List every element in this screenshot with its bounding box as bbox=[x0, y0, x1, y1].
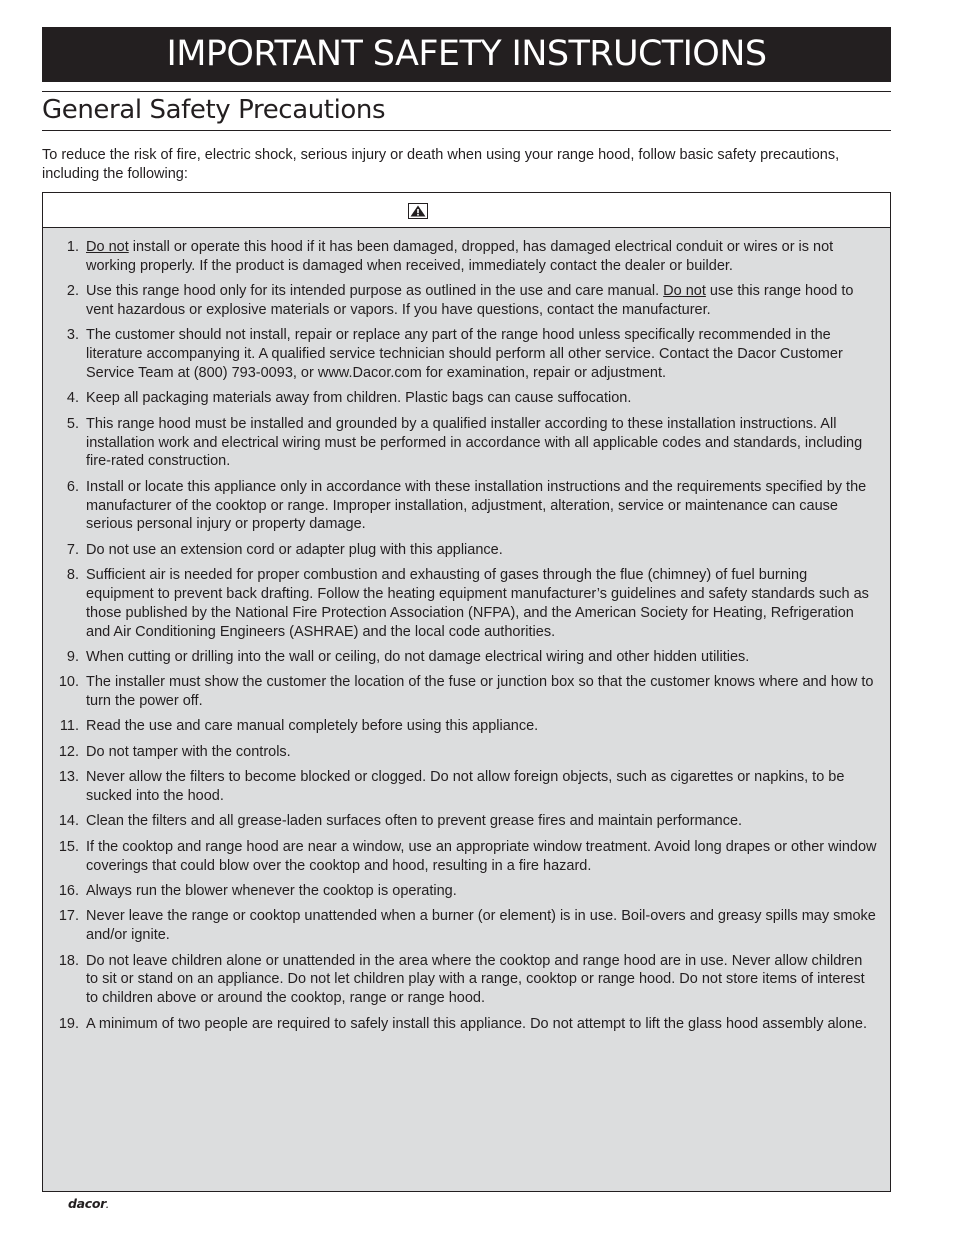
item-text-lead: Use this range hood only for its intended purpose as outlined in the use and care manual. bbox=[86, 283, 664, 300]
list-item bbox=[43, 838, 878, 876]
item-text-body: Sufficient air is needed for proper combustion and exhausting of gases through the flue (chimney) of fuel burning equipment to prevent back drafting. Follow the heating equipment manufacturer’s guidelines and safety standards such as those published by the National Fire Protection Association (NFPA), and the American Society for Heating, Refrigeration and Air Conditioning Engineers (ASHRAE) and the local code authorities. bbox=[86, 567, 869, 640]
list-item bbox=[43, 1015, 878, 1034]
item-text bbox=[86, 908, 876, 943]
item-text-body: The customer should not install, repair or replace any part of the range hood unless specifically recommended in the literature accompanying it. A qualified service technician should perform all other service. Contact the Dacor Customer Service Team at (800) 793-0093, or www.Dacor.com for examination, repair or adjustment. bbox=[86, 327, 843, 381]
item-number: 10. bbox=[58, 674, 79, 691]
item-text bbox=[86, 744, 291, 760]
item-text bbox=[86, 1016, 867, 1032]
title-banner bbox=[42, 27, 891, 82]
list-item bbox=[43, 648, 878, 667]
item-number: 3. bbox=[66, 327, 79, 344]
list-item bbox=[43, 768, 878, 806]
list-item bbox=[43, 717, 878, 736]
intro-paragraph: To reduce the risk of fire, electric shock, serious injury or death when using your range hood, follow basic safety precautions, including the following: bbox=[42, 147, 840, 182]
item-text bbox=[86, 769, 844, 804]
list-item bbox=[43, 541, 878, 560]
list-item bbox=[43, 812, 878, 831]
item-text-body: Do not use an extension cord or adapter plug with this appliance. bbox=[86, 541, 503, 558]
list-item bbox=[43, 478, 878, 534]
item-text bbox=[86, 567, 869, 639]
list-item bbox=[43, 743, 878, 762]
item-text bbox=[86, 649, 749, 665]
list-item bbox=[43, 415, 878, 471]
item-number: 15. bbox=[58, 838, 79, 855]
list-item bbox=[43, 282, 878, 320]
item-number: 17. bbox=[58, 908, 79, 925]
list-item bbox=[43, 882, 878, 901]
item-text-body: use this range hood to vent hazardous or explosive materials or vapors. If you have questions, contact the manufacturer. bbox=[86, 283, 854, 318]
item-text-body: Install or locate this appliance only in accordance with these installation instructions and the requirements specified by the manufacturer of the cooktop or range. Improper installation, adjustment, alteration, service or maintenance can cause serious personal injury or property damage. bbox=[86, 478, 867, 533]
item-text-body: The installer must show the customer the location of the fuse or junction box so that the customer knows where and how to turn the power off. bbox=[86, 674, 874, 710]
item-number: 7. bbox=[66, 541, 79, 558]
item-text-body: When cutting or drilling into the wall or ceiling, do not damage electrical wiring and other hidden utilities. bbox=[86, 648, 750, 665]
item-text-body: A minimum of two people are required to safely install this appliance. Do not attempt to lift the glass hood assembly alone. bbox=[86, 1015, 868, 1032]
list-item bbox=[43, 952, 878, 1008]
item-text bbox=[86, 883, 457, 899]
list-item bbox=[43, 389, 878, 408]
warning-triangle-icon bbox=[408, 203, 428, 219]
brand-logo: dacor. bbox=[68, 1196, 109, 1211]
page-title: IMPORTANT SAFETY INSTRUCTIONS bbox=[166, 34, 767, 74]
item-text bbox=[86, 283, 853, 318]
item-text-body: If the cooktop and range hood are near a window, use an appropriate window treatment. Avoid long drapes or other window coverings that could blow over the cooktop and hood, resulting in a fire hazard. bbox=[86, 838, 877, 874]
item-number: 2. bbox=[66, 283, 79, 300]
item-number: 12. bbox=[58, 743, 79, 760]
item-text-body: Do not tamper with the controls. bbox=[86, 743, 291, 760]
item-number: 6. bbox=[66, 478, 79, 495]
item-number: 4. bbox=[66, 390, 79, 407]
item-text-body: Keep all packaging materials away from children. Plastic bags can cause suffocation. bbox=[86, 390, 632, 407]
item-text-body: install or operate this hood if it has been damaged, dropped, has damaged electrical conduit or wires or is not working properly. If the product is damaged when received, immediately contact the dealer or builder. bbox=[86, 239, 834, 274]
item-number: 14. bbox=[58, 813, 79, 830]
list-item bbox=[43, 238, 878, 276]
item-number: 19. bbox=[58, 1015, 79, 1032]
list-item bbox=[43, 673, 878, 711]
item-text-body: Never leave the range or cooktop unattended when a burner (or element) is in use. Boil-overs and greasy spills may smoke and/or ignite. bbox=[86, 908, 876, 944]
item-number: 1. bbox=[66, 239, 79, 255]
list-item bbox=[43, 566, 878, 641]
item-text bbox=[86, 239, 833, 274]
item-number: 8. bbox=[66, 567, 79, 584]
item-text bbox=[86, 390, 631, 406]
item-text bbox=[86, 542, 503, 558]
item-text-body: Read the use and care manual completely before using this appliance. bbox=[86, 718, 539, 735]
item-number: 13. bbox=[58, 769, 79, 786]
item-text bbox=[86, 416, 862, 470]
item-number: 16. bbox=[58, 883, 79, 900]
warning-header bbox=[42, 192, 891, 228]
item-text bbox=[86, 813, 742, 829]
item-text bbox=[86, 479, 866, 533]
warning-panel bbox=[42, 228, 891, 1192]
item-number: 5. bbox=[66, 415, 79, 432]
item-text-body: This range hood must be installed and grounded by a qualified installer according to these installation instructions. All installation work and electrical wiring must be performed in accordance with all applicable codes and standards, including fire-rated construction. bbox=[86, 415, 863, 470]
item-text bbox=[86, 953, 865, 1007]
item-text-body: Do not leave children alone or unattended in the area where the cooktop and range hood are in use. Never allow children to sit or stand on an appliance. Do not let children play with a range, cooktop or range hood. Do not store items of interest to children above or around the cooktop, range or range hood. bbox=[86, 952, 865, 1007]
section-heading: General Safety Precautions bbox=[42, 95, 386, 125]
item-text-body: Always run the blower whenever the cooktop is operating. bbox=[86, 883, 457, 900]
item-text bbox=[86, 839, 877, 874]
item-text bbox=[86, 674, 873, 709]
divider bbox=[42, 91, 891, 92]
list-item bbox=[43, 907, 878, 945]
item-emphasis: Do not bbox=[86, 239, 129, 255]
list-item bbox=[43, 326, 878, 382]
safety-list bbox=[43, 228, 890, 1033]
item-text bbox=[86, 718, 538, 734]
item-number: 18. bbox=[58, 952, 79, 969]
item-emphasis: Do not bbox=[663, 283, 706, 300]
item-number: 11. bbox=[59, 718, 79, 735]
divider bbox=[42, 130, 891, 131]
item-text bbox=[86, 327, 843, 381]
item-text-body: Never allow the filters to become blocked or clogged. Do not allow foreign objects, such as cigarettes or napkins, to be sucked into the hood. bbox=[86, 769, 845, 805]
item-number: 9. bbox=[66, 648, 79, 665]
item-text-body: Clean the filters and all grease-laden surfaces often to prevent grease fires and maintain performance. bbox=[86, 813, 743, 830]
